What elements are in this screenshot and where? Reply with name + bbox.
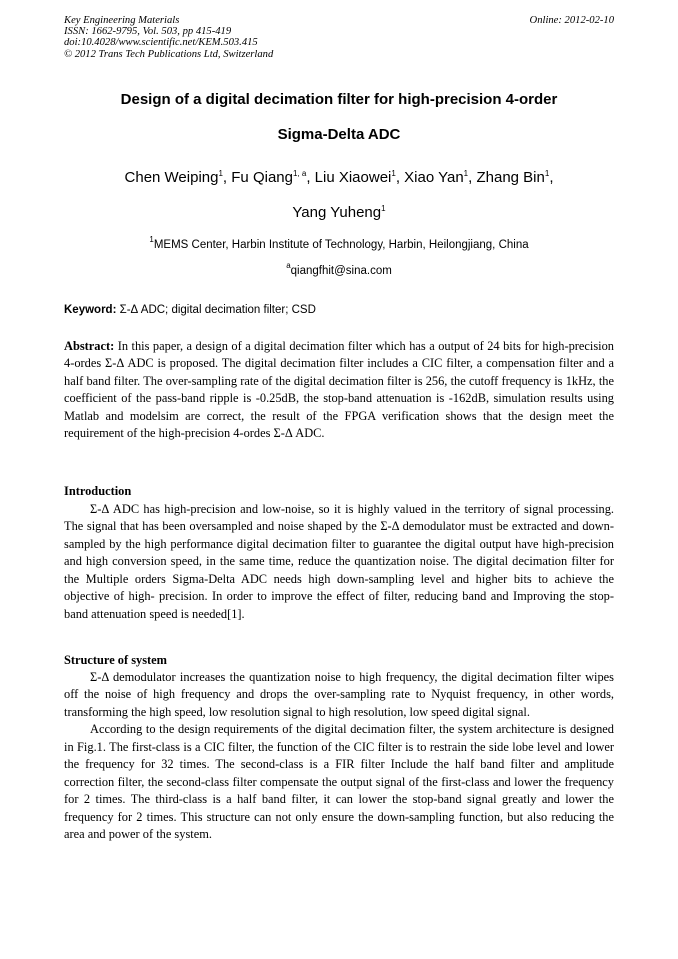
paper-title-line-1: Design of a digital decimation filter for high-precision 4-order: [120, 91, 558, 108]
author-affiliation-mark: 1: [391, 169, 396, 178]
paragraph: Σ-Δ ADC has high-precision and low-noise, so it is highly valued in the territory of signal processing. The signal that has been oversampled and noise shaped by the Σ-Δ demodulator must be extracted and down-sampled by the high performance digital decimation filter to guarantee the digital output have high-precision and high conversion speed, in the same time, reduce the quantization noise. The digital decimation filter for the Multiple orders Sigma-Delta ADC needs high down-sampling level and higher bits to achieve the objective of high- precision. In order to improve the effect of filter, reducing band and Improving the stop-band attenuation speed is needed[1].: [64, 502, 614, 621]
author-separator: ,: [306, 169, 315, 186]
author-name: Liu Xiaowei: [314, 169, 392, 186]
author-name: Xiao Yan: [404, 169, 464, 186]
affiliation-text: MEMS Center, Harbin Institute of Technology, Harbin, Heilongjiang, China: [153, 239, 529, 251]
author-list: [64, 169, 614, 187]
abstract: [64, 338, 614, 443]
author-affiliation-mark: 1, a: [292, 169, 307, 178]
journal-doi: doi:10.4028/www.scientific.net/KEM.503.415: [64, 37, 258, 49]
affiliation: [64, 235, 614, 252]
author-affiliation-mark: 1: [544, 169, 550, 178]
journal-name: Key Engineering Materials: [64, 15, 180, 26]
introduction-body: [64, 501, 614, 623]
journal-header: [64, 15, 273, 60]
journal-issn: ISSN: 1662-9795, Vol. 503, pp 415-419: [64, 26, 232, 38]
paragraph: According to the design requirements of the digital decimation filter, the system architecture is designed in Fig.1. The first-class is a CIC filter, the function of the CIC filter is to restrain the side lobe level and lower the frequency for 32 times. The second-class is a FIR filter Include the half band filter and amplitude correction filter, the second-class filter compensate the output signal of the first-class and lower the frequency for 2 times. The third-class is a half band filter, it can lower the stop-band signal greatly and lower the frequency for 2 times. This structure can not only ensure the down-sampling function, but also reducing the area and power of the system.: [64, 722, 614, 842]
section-heading-structure: Structure of system: [64, 653, 168, 667]
journal-copyright: © 2012 Trans Tech Publications Ltd, Switzerland: [64, 48, 274, 60]
author-affiliation-mark: 1: [218, 169, 223, 178]
keywords-text: Σ-Δ ADC; digital decimation filter; CSD: [116, 304, 316, 316]
author-affiliation-mark: 1: [381, 204, 386, 213]
abstract-text: In this paper, a design of a digital decimation filter which has a output of 24 bits for high-precision 4-ordes Σ-Δ ADC is proposed. The digital decimation filter includes a CIC filter, a compensation filter and a half band filter. The over-sampling rate of the digital decimation filter is 256, the cutoff frequency is 1kHz, the coefficient of the pass-band ripple is -0.25dB, the stop-band attenuation is -162dB, simulation results using Matlab and modelsim are correct, the result of the FPGA verification shows that the design meet the requirement of the high-precision 4-ordes Σ-Δ ADC.: [64, 339, 614, 441]
abstract-label: Abstract:: [64, 339, 115, 353]
structure-body: [64, 669, 614, 844]
author-separator: ,: [468, 169, 477, 186]
author-affiliation-mark: 1: [463, 169, 469, 178]
affiliation-mark: 1: [149, 235, 154, 244]
author-separator: ,: [549, 169, 554, 186]
online-date: Online: 2012-02-10: [529, 15, 614, 26]
author-separator: ,: [222, 169, 232, 186]
paper-title-line-2: Sigma-Delta ADC: [277, 126, 401, 143]
section-heading-introduction: Introduction: [64, 484, 132, 498]
author-list-line-2: [64, 204, 614, 222]
email-mark: a: [286, 261, 291, 270]
email-address: qiangfhit@sina.com: [290, 265, 392, 277]
keywords-label: Keyword:: [64, 304, 117, 316]
author-name: Chen Weiping: [124, 169, 219, 186]
email: [64, 261, 614, 278]
author-name: Yang Yuheng: [292, 204, 382, 221]
author-name: Zhang Bin: [476, 169, 545, 186]
paragraph: Σ-Δ demodulator increases the quantization noise to high frequency, the digital decimation filter wipes off the noise of high frequency and drops the over-sampling rate to Nyquist frequency, in other words, transforming the high speed, low resolution signal to high resolution, low speed digital signal.: [64, 670, 614, 719]
author-name: Fu Qiang: [231, 169, 293, 186]
author-separator: ,: [395, 169, 405, 186]
keywords: [64, 303, 614, 317]
